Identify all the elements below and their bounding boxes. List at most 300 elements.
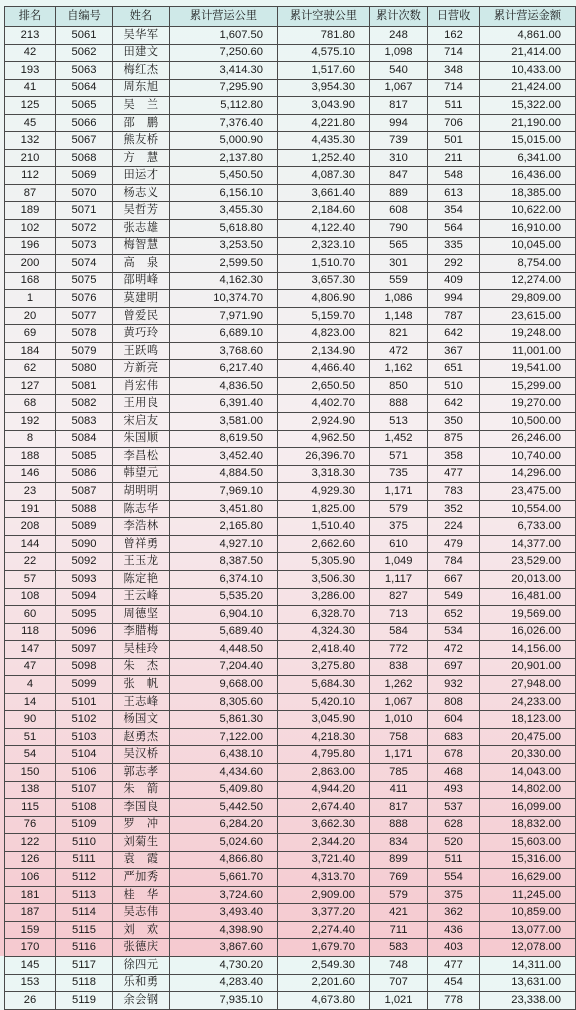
- trip-count-cell: 565: [370, 237, 428, 255]
- table-row: [5, 570, 576, 588]
- name-cell: 王跃鸣: [113, 342, 170, 360]
- self-number-cell: 5082: [56, 395, 113, 413]
- table-row: [5, 132, 576, 150]
- trip-count-cell: 1,262: [370, 676, 428, 694]
- empty-km-cell: 4,435.30: [278, 132, 370, 150]
- operating-km-cell: 7,250.60: [170, 44, 278, 62]
- operating-km-cell: 4,836.50: [170, 377, 278, 395]
- operating-km-cell: 9,668.00: [170, 676, 278, 694]
- trip-count-cell: 571: [370, 448, 428, 466]
- trip-count-cell: 888: [370, 395, 428, 413]
- rank-cell: 8: [5, 430, 56, 448]
- name-cell: 袁 霞: [113, 851, 170, 869]
- trip-count-cell: 790: [370, 220, 428, 238]
- daily-revenue-cell: 554: [428, 869, 480, 887]
- daily-revenue-cell: 613: [428, 184, 480, 202]
- empty-km-cell: 3,657.30: [278, 272, 370, 290]
- self-number-cell: 5076: [56, 290, 113, 308]
- operating-km-cell: 3,493.40: [170, 904, 278, 922]
- rank-cell: 60: [5, 606, 56, 624]
- operating-km-cell: 4,398.90: [170, 921, 278, 939]
- trip-count-cell: 1,171: [370, 483, 428, 501]
- table-row: [5, 763, 576, 781]
- operating-km-cell: 2,599.50: [170, 255, 278, 273]
- name-cell: 朱 箭: [113, 781, 170, 799]
- daily-revenue-cell: 367: [428, 342, 480, 360]
- self-number-cell: 5117: [56, 956, 113, 974]
- empty-km-cell: 2,323.10: [278, 237, 370, 255]
- name-cell: 刘 欢: [113, 921, 170, 939]
- name-cell: 吴华军: [113, 27, 170, 45]
- table-row: [5, 623, 576, 641]
- trip-count-cell: 579: [370, 500, 428, 518]
- operating-km-cell: 4,162.30: [170, 272, 278, 290]
- empty-km-cell: 3,377.20: [278, 904, 370, 922]
- self-number-cell: 5107: [56, 781, 113, 799]
- name-cell: 赵勇杰: [113, 728, 170, 746]
- operating-km-cell: 5,535.20: [170, 588, 278, 606]
- trip-count-cell: 827: [370, 588, 428, 606]
- rank-cell: 57: [5, 570, 56, 588]
- operating-km-cell: 8,387.50: [170, 553, 278, 571]
- total-revenue-cell: 23,529.00: [480, 553, 576, 571]
- name-cell: 吴 兰: [113, 97, 170, 115]
- daily-revenue-cell: 548: [428, 167, 480, 185]
- empty-km-cell: 4,929.30: [278, 483, 370, 501]
- trip-count-cell: 817: [370, 97, 428, 115]
- self-number-cell: 5093: [56, 570, 113, 588]
- total-revenue-cell: 15,322.00: [480, 97, 576, 115]
- table-row: [5, 325, 576, 343]
- operating-km-cell: 6,689.10: [170, 325, 278, 343]
- self-number-cell: 5104: [56, 746, 113, 764]
- self-number-cell: 5078: [56, 325, 113, 343]
- rank-cell: 191: [5, 500, 56, 518]
- total-revenue-cell: 14,377.00: [480, 535, 576, 553]
- daily-revenue-cell: 511: [428, 851, 480, 869]
- empty-km-cell: 1,510.40: [278, 518, 370, 536]
- operating-km-cell: 6,391.40: [170, 395, 278, 413]
- table-row: [5, 974, 576, 992]
- total-revenue-cell: 4,861.00: [480, 27, 576, 45]
- name-cell: 王用良: [113, 395, 170, 413]
- rank-cell: 150: [5, 763, 56, 781]
- total-revenue-cell: 8,754.00: [480, 255, 576, 273]
- daily-revenue-cell: 409: [428, 272, 480, 290]
- operating-km-cell: 3,867.60: [170, 939, 278, 957]
- name-cell: 陈定艳: [113, 570, 170, 588]
- table-row: [5, 342, 576, 360]
- table-row: [5, 149, 576, 167]
- self-number-cell: 5108: [56, 799, 113, 817]
- table-row: [5, 97, 576, 115]
- name-cell: 张志雄: [113, 220, 170, 238]
- daily-revenue-cell: 511: [428, 97, 480, 115]
- trip-count-cell: 713: [370, 606, 428, 624]
- self-number-cell: 5073: [56, 237, 113, 255]
- name-cell: 杨志义: [113, 184, 170, 202]
- daily-revenue-cell: 875: [428, 430, 480, 448]
- total-revenue-cell: 29,809.00: [480, 290, 576, 308]
- empty-km-cell: 3,275.80: [278, 658, 370, 676]
- empty-km-cell: 3,318.30: [278, 465, 370, 483]
- self-number-cell: 5071: [56, 202, 113, 220]
- operating-km-cell: 1,607.50: [170, 27, 278, 45]
- total-revenue-cell: 6,733.00: [480, 518, 576, 536]
- header-rank: 排名: [5, 7, 56, 27]
- total-revenue-cell: 23,338.00: [480, 992, 576, 1010]
- rank-cell: 106: [5, 869, 56, 887]
- trip-count-cell: 847: [370, 167, 428, 185]
- empty-km-cell: 2,418.40: [278, 641, 370, 659]
- total-revenue-cell: 14,296.00: [480, 465, 576, 483]
- daily-revenue-cell: 362: [428, 904, 480, 922]
- table-row: [5, 921, 576, 939]
- rank-cell: 146: [5, 465, 56, 483]
- self-number-cell: 5094: [56, 588, 113, 606]
- name-cell: 曾祥勇: [113, 535, 170, 553]
- trip-count-cell: 583: [370, 939, 428, 957]
- table-row: [5, 202, 576, 220]
- trip-count-cell: 610: [370, 535, 428, 553]
- empty-km-cell: 1,517.60: [278, 62, 370, 80]
- table-body: [5, 27, 576, 1010]
- rank-cell: 196: [5, 237, 56, 255]
- daily-revenue-cell: 211: [428, 149, 480, 167]
- total-revenue-cell: 20,013.00: [480, 570, 576, 588]
- name-cell: 李腊梅: [113, 623, 170, 641]
- name-cell: 吴志伟: [113, 904, 170, 922]
- empty-km-cell: 5,420.10: [278, 693, 370, 711]
- total-revenue-cell: 19,569.00: [480, 606, 576, 624]
- total-revenue-cell: 10,859.00: [480, 904, 576, 922]
- rank-cell: 112: [5, 167, 56, 185]
- trip-count-cell: 584: [370, 623, 428, 641]
- operating-km-cell: 4,866.80: [170, 851, 278, 869]
- daily-revenue-cell: 477: [428, 465, 480, 483]
- self-number-cell: 5087: [56, 483, 113, 501]
- name-cell: 莫建明: [113, 290, 170, 308]
- empty-km-cell: 2,924.90: [278, 413, 370, 431]
- table-row: [5, 413, 576, 431]
- table-row: [5, 79, 576, 97]
- operating-km-cell: 6,156.10: [170, 184, 278, 202]
- trip-count-cell: 608: [370, 202, 428, 220]
- self-number-cell: 5067: [56, 132, 113, 150]
- name-cell: 胡明明: [113, 483, 170, 501]
- trip-count-cell: 1,049: [370, 553, 428, 571]
- empty-km-cell: 2,344.20: [278, 834, 370, 852]
- rank-cell: 188: [5, 448, 56, 466]
- operating-km-cell: 6,374.10: [170, 570, 278, 588]
- empty-km-cell: 4,466.40: [278, 360, 370, 378]
- self-number-cell: 5095: [56, 606, 113, 624]
- name-cell: 朱国顺: [113, 430, 170, 448]
- daily-revenue-cell: 403: [428, 939, 480, 957]
- daily-revenue-cell: 783: [428, 483, 480, 501]
- empty-km-cell: 4,313.70: [278, 869, 370, 887]
- daily-revenue-cell: 778: [428, 992, 480, 1010]
- table-row: [5, 641, 576, 659]
- daily-revenue-cell: 678: [428, 746, 480, 764]
- daily-revenue-cell: 808: [428, 693, 480, 711]
- self-number-cell: 5062: [56, 44, 113, 62]
- operating-km-cell: 8,305.60: [170, 693, 278, 711]
- total-revenue-cell: 26,246.00: [480, 430, 576, 448]
- name-cell: 吴桂玲: [113, 641, 170, 659]
- name-cell: 周德坚: [113, 606, 170, 624]
- operating-km-cell: 5,409.80: [170, 781, 278, 799]
- table-row: [5, 956, 576, 974]
- empty-km-cell: 4,218.30: [278, 728, 370, 746]
- daily-revenue-cell: 642: [428, 325, 480, 343]
- total-revenue-cell: 21,424.00: [480, 79, 576, 97]
- daily-revenue-cell: 683: [428, 728, 480, 746]
- self-number-cell: 5068: [56, 149, 113, 167]
- total-revenue-cell: 12,274.00: [480, 272, 576, 290]
- table-row: [5, 904, 576, 922]
- self-number-cell: 5089: [56, 518, 113, 536]
- trip-count-cell: 739: [370, 132, 428, 150]
- table-row: [5, 465, 576, 483]
- total-revenue-cell: 23,615.00: [480, 307, 576, 325]
- total-revenue-cell: 24,233.00: [480, 693, 576, 711]
- self-number-cell: 5096: [56, 623, 113, 641]
- daily-revenue-cell: 706: [428, 114, 480, 132]
- total-revenue-cell: 16,099.00: [480, 799, 576, 817]
- name-cell: 李国良: [113, 799, 170, 817]
- operating-km-cell: 2,137.80: [170, 149, 278, 167]
- self-number-cell: 5116: [56, 939, 113, 957]
- name-cell: 宋启友: [113, 413, 170, 431]
- daily-revenue-cell: 479: [428, 535, 480, 553]
- self-number-cell: 5106: [56, 763, 113, 781]
- name-cell: 黄巧玲: [113, 325, 170, 343]
- daily-revenue-cell: 354: [428, 202, 480, 220]
- total-revenue-cell: 18,385.00: [480, 184, 576, 202]
- operating-km-cell: 4,283.40: [170, 974, 278, 992]
- trip-count-cell: 850: [370, 377, 428, 395]
- name-cell: 邵明峰: [113, 272, 170, 290]
- trip-count-cell: 817: [370, 799, 428, 817]
- rank-cell: 153: [5, 974, 56, 992]
- rank-cell: 213: [5, 27, 56, 45]
- total-revenue-cell: 10,622.00: [480, 202, 576, 220]
- trip-count-cell: 301: [370, 255, 428, 273]
- table-row: [5, 781, 576, 799]
- self-number-cell: 5070: [56, 184, 113, 202]
- total-revenue-cell: 6,341.00: [480, 149, 576, 167]
- self-number-cell: 5086: [56, 465, 113, 483]
- daily-revenue-cell: 477: [428, 956, 480, 974]
- operating-km-cell: 5,689.40: [170, 623, 278, 641]
- self-number-cell: 5075: [56, 272, 113, 290]
- total-revenue-cell: 19,541.00: [480, 360, 576, 378]
- table-row: [5, 377, 576, 395]
- header-name: 姓名: [113, 7, 170, 27]
- daily-revenue-cell: 787: [428, 307, 480, 325]
- self-number-cell: 5074: [56, 255, 113, 273]
- daily-revenue-cell: 604: [428, 711, 480, 729]
- rank-cell: 20: [5, 307, 56, 325]
- total-revenue-cell: 14,311.00: [480, 956, 576, 974]
- daily-revenue-cell: 352: [428, 500, 480, 518]
- daily-revenue-cell: 472: [428, 641, 480, 659]
- daily-revenue-cell: 348: [428, 62, 480, 80]
- header-trip-count: 累计次数: [370, 7, 428, 27]
- total-revenue-cell: 14,043.00: [480, 763, 576, 781]
- table-row: [5, 886, 576, 904]
- name-cell: 严加秀: [113, 869, 170, 887]
- table-row: [5, 728, 576, 746]
- rank-cell: 193: [5, 62, 56, 80]
- name-cell: 周东旭: [113, 79, 170, 97]
- empty-km-cell: 2,674.40: [278, 799, 370, 817]
- rank-cell: 115: [5, 799, 56, 817]
- trip-count-cell: 375: [370, 518, 428, 536]
- table-row: [5, 360, 576, 378]
- total-revenue-cell: 15,299.00: [480, 377, 576, 395]
- self-number-cell: 5119: [56, 992, 113, 1010]
- operating-km-cell: 5,024.60: [170, 834, 278, 852]
- daily-revenue-cell: 375: [428, 886, 480, 904]
- self-number-cell: 5072: [56, 220, 113, 238]
- table-row: [5, 676, 576, 694]
- self-number-cell: 5097: [56, 641, 113, 659]
- empty-km-cell: 4,944.20: [278, 781, 370, 799]
- empty-km-cell: 3,954.30: [278, 79, 370, 97]
- daily-revenue-cell: 224: [428, 518, 480, 536]
- daily-revenue-cell: 292: [428, 255, 480, 273]
- rank-cell: 145: [5, 956, 56, 974]
- self-number-cell: 5099: [56, 676, 113, 694]
- rank-cell: 159: [5, 921, 56, 939]
- self-number-cell: 5065: [56, 97, 113, 115]
- total-revenue-cell: 20,330.00: [480, 746, 576, 764]
- name-cell: 张德庆: [113, 939, 170, 957]
- daily-revenue-cell: 628: [428, 816, 480, 834]
- table-row: [5, 746, 576, 764]
- operating-km-cell: 3,724.60: [170, 886, 278, 904]
- rank-cell: 147: [5, 641, 56, 659]
- daily-revenue-cell: 537: [428, 799, 480, 817]
- header-self-number: 自编号: [56, 7, 113, 27]
- operating-km-cell: 10,374.70: [170, 290, 278, 308]
- trip-count-cell: 540: [370, 62, 428, 80]
- operating-km-cell: 3,451.80: [170, 500, 278, 518]
- name-cell: 田建文: [113, 44, 170, 62]
- rank-cell: 22: [5, 553, 56, 571]
- total-revenue-cell: 16,481.00: [480, 588, 576, 606]
- daily-revenue-cell: 564: [428, 220, 480, 238]
- ranking-table-container: [4, 6, 562, 1010]
- rank-cell: 102: [5, 220, 56, 238]
- trip-count-cell: 559: [370, 272, 428, 290]
- self-number-cell: 5064: [56, 79, 113, 97]
- empty-km-cell: 4,087.30: [278, 167, 370, 185]
- self-number-cell: 5110: [56, 834, 113, 852]
- total-revenue-cell: 19,248.00: [480, 325, 576, 343]
- trip-count-cell: 735: [370, 465, 428, 483]
- operating-km-cell: 7,969.10: [170, 483, 278, 501]
- operating-km-cell: 6,438.10: [170, 746, 278, 764]
- rank-cell: 170: [5, 939, 56, 957]
- name-cell: 熊友桥: [113, 132, 170, 150]
- trip-count-cell: 1,086: [370, 290, 428, 308]
- name-cell: 吴汉桥: [113, 746, 170, 764]
- empty-km-cell: 3,043.90: [278, 97, 370, 115]
- daily-revenue-cell: 549: [428, 588, 480, 606]
- total-revenue-cell: 10,045.00: [480, 237, 576, 255]
- daily-revenue-cell: 468: [428, 763, 480, 781]
- daily-revenue-cell: 651: [428, 360, 480, 378]
- rank-cell: 42: [5, 44, 56, 62]
- empty-km-cell: 2,549.30: [278, 956, 370, 974]
- operating-km-cell: 7,295.90: [170, 79, 278, 97]
- daily-revenue-cell: 335: [428, 237, 480, 255]
- self-number-cell: 5069: [56, 167, 113, 185]
- name-cell: 桂 华: [113, 886, 170, 904]
- table-row: [5, 167, 576, 185]
- daily-revenue-cell: 350: [428, 413, 480, 431]
- driver-ranking-table: [4, 6, 576, 1010]
- trip-count-cell: 821: [370, 325, 428, 343]
- rank-cell: 62: [5, 360, 56, 378]
- daily-revenue-cell: 697: [428, 658, 480, 676]
- operating-km-cell: 4,884.50: [170, 465, 278, 483]
- empty-km-cell: 3,661.40: [278, 184, 370, 202]
- name-cell: 李浩林: [113, 518, 170, 536]
- rank-cell: 51: [5, 728, 56, 746]
- name-cell: 王玉龙: [113, 553, 170, 571]
- trip-count-cell: 785: [370, 763, 428, 781]
- self-number-cell: 5090: [56, 535, 113, 553]
- empty-km-cell: 4,221.80: [278, 114, 370, 132]
- trip-count-cell: 711: [370, 921, 428, 939]
- empty-km-cell: 3,045.90: [278, 711, 370, 729]
- daily-revenue-cell: 932: [428, 676, 480, 694]
- total-revenue-cell: 20,901.00: [480, 658, 576, 676]
- table-row: [5, 430, 576, 448]
- table-row: [5, 588, 576, 606]
- self-number-cell: 5112: [56, 869, 113, 887]
- total-revenue-cell: 23,475.00: [480, 483, 576, 501]
- operating-km-cell: 4,434.60: [170, 763, 278, 781]
- empty-km-cell: 4,962.50: [278, 430, 370, 448]
- trip-count-cell: 1,010: [370, 711, 428, 729]
- total-revenue-cell: 21,190.00: [480, 114, 576, 132]
- self-number-cell: 5103: [56, 728, 113, 746]
- name-cell: 郭志孝: [113, 763, 170, 781]
- empty-km-cell: 3,506.30: [278, 570, 370, 588]
- name-cell: 梅智慧: [113, 237, 170, 255]
- rank-cell: 26: [5, 992, 56, 1010]
- self-number-cell: 5113: [56, 886, 113, 904]
- daily-revenue-cell: 784: [428, 553, 480, 571]
- rank-cell: 189: [5, 202, 56, 220]
- empty-km-cell: 4,823.00: [278, 325, 370, 343]
- total-revenue-cell: 10,740.00: [480, 448, 576, 466]
- name-cell: 陈志华: [113, 500, 170, 518]
- total-revenue-cell: 10,500.00: [480, 413, 576, 431]
- self-number-cell: 5101: [56, 693, 113, 711]
- table-row: [5, 992, 576, 1010]
- trip-count-cell: 1,148: [370, 307, 428, 325]
- operating-km-cell: 6,217.40: [170, 360, 278, 378]
- table-row: [5, 834, 576, 852]
- name-cell: 王云峰: [113, 588, 170, 606]
- total-revenue-cell: 11,245.00: [480, 886, 576, 904]
